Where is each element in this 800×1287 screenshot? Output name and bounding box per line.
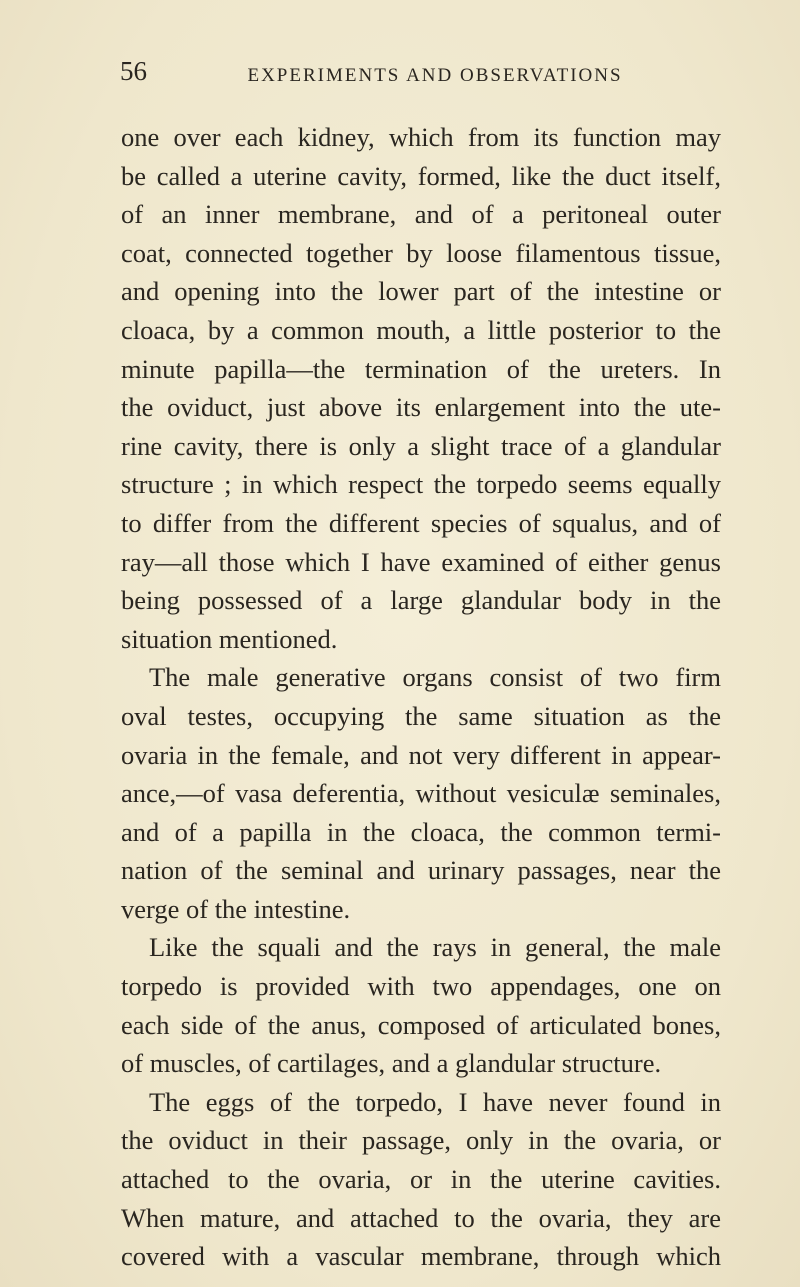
text-line: Like the squali and the rays in general, the male: [149, 932, 721, 963]
text-line: the oviduct in their passage, only in the ovaria, or: [121, 1125, 721, 1156]
text-line: verge of the intestine.: [121, 893, 351, 924]
text-line: covered with a vascular membrane, through which: [121, 1241, 721, 1272]
text-line: and opening into the lower part of the intestine or: [121, 276, 721, 307]
text-line: ance,—of vasa deferentia, without vesiculæ seminales,: [121, 778, 721, 809]
page-number: 56: [120, 56, 147, 86]
text-line: minute papilla—the termination of the ureters. In: [121, 353, 721, 384]
running-head: [120, 56, 720, 96]
text-line: being possessed of a large glandular body in the: [121, 585, 721, 616]
text-line: The male generative organs consist of two firm: [149, 662, 721, 693]
text-line: of an inner membrane, and of a peritoneal outer: [121, 199, 721, 230]
text-line: ray—all those which I have examined of either genus: [121, 546, 721, 577]
text-line: and of a papilla in the cloaca, the common termi-: [121, 816, 721, 847]
text-line: nation of the seminal and urinary passages, near the: [121, 855, 721, 886]
text-line: situation mentioned.: [121, 623, 338, 654]
text-line: torpedo is provided with two appendages, one on: [121, 971, 721, 1002]
text-line: cloaca, by a common mouth, a little posterior to the: [121, 314, 721, 345]
text-line: structure ; in which respect the torpedo seems equally: [121, 469, 721, 500]
text-line: oval testes, occupying the same situation as the: [121, 700, 721, 731]
text-line: ovaria in the female, and not very different in appear-: [121, 739, 721, 770]
text-line: to differ from the different species of squalus, and of: [121, 507, 721, 538]
text-line: each side of the anus, composed of articulated bones,: [121, 1009, 721, 1040]
running-title: EXPERIMENTS AND OBSERVATIONS: [247, 65, 623, 86]
text-line: When mature, and attached to the ovaria, they are: [121, 1202, 721, 1233]
body-text: [121, 118, 721, 1276]
text-line: The eggs of the torpedo, I have never found in: [149, 1086, 721, 1117]
text-line: one over each kidney, which from its function may: [121, 122, 721, 152]
text-line: the oviduct, just above its enlargement into the ute-: [121, 392, 721, 423]
text-line: rine cavity, there is only a slight trace of a glandular: [121, 430, 721, 461]
text-line: be called a uterine cavity, formed, like the duct itself,: [121, 160, 721, 191]
text-line: coat, connected together by loose filamentous tissue,: [121, 237, 721, 268]
text-line: attached to the ovaria, or in the uterine cavities.: [121, 1164, 721, 1195]
text-line: of muscles, of cartilages, and a glandular structure.: [121, 1048, 662, 1079]
